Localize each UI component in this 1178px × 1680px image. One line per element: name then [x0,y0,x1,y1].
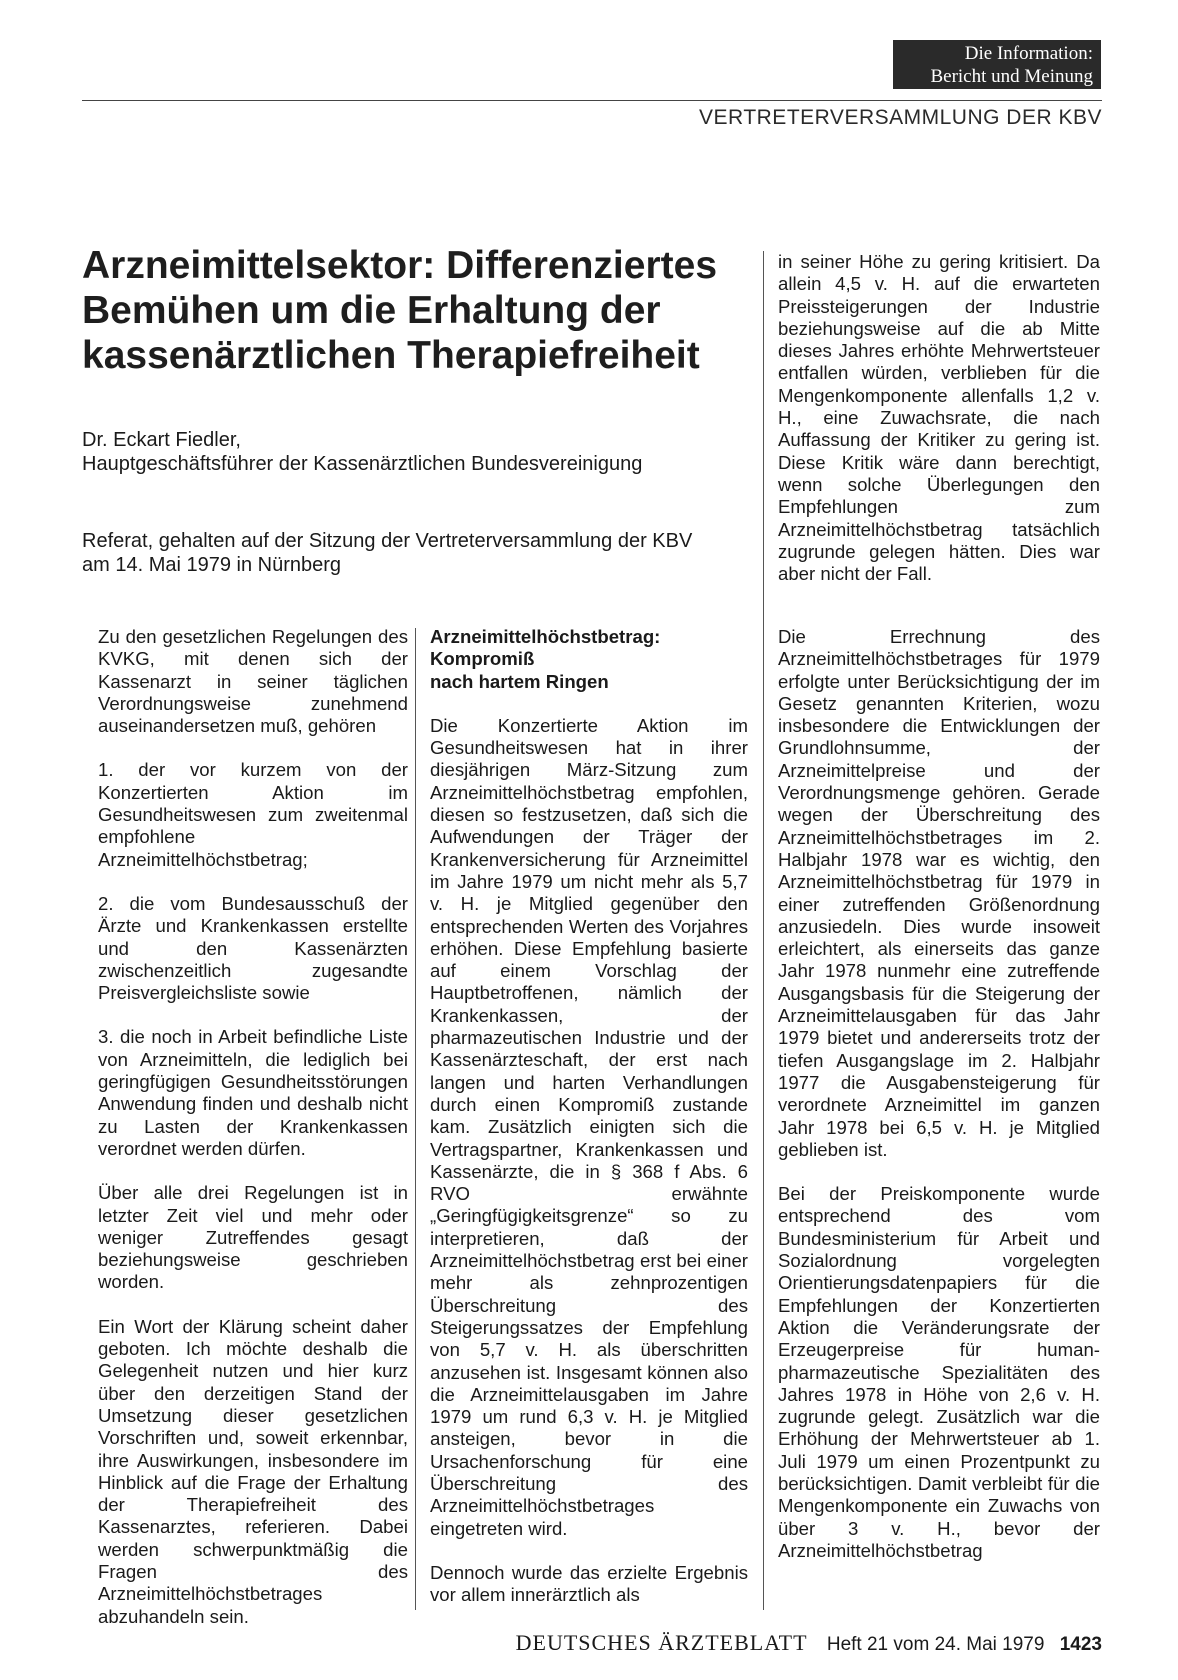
section-subheading [430,626,748,693]
issue-info: Heft 21 vom 24. Mai 1979 [826,1634,1045,1655]
page-number: 1423 [1059,1634,1102,1655]
column-2 [430,626,748,1628]
paragraph: Die Konzertierte Aktion im Gesundheitswesen hat in ihrer diesjährigen März-Sitzung zum Arzneimittelhöchstbetrag empfohlen, diesen so festzusetzen, daß sich die Aufwendungen der Träger der Krankenversicherung für Arzneimittel im Jahre 1979 um nicht mehr als 5,7 v. H. je Mitglied gegenüber den entsprechenden Werten des Vorjahres erhöhen. Diese Empfehlung basierte auf einem Vorschlag der Hauptbetroffenen, nämlich der Krankenkassen, der pharmazeutischen Industrie und der Kassenärzteschaft, der erst nach langen und harten Verhandlungen durch einen Kompromiß zustande kam. Zusätzlich einigten sich die Vertragspartner, Krankenkassen und Kassenärzte, die in § 368 f Abs. 6 RVO erwähnte „Geringfügigkeitsgrenze“ so zu interpretieren, daß der Arzneimittelhöchstbetrag erst bei einer mehr als zehnprozentigen Überschreitung des Steigerungssatzes der Empfehlung von 5,7 v. H. als überschritten anzusehen ist. Insgesamt können also die Arzneimittelausgaben im Jahre 1979 um rund 6,3 v. H. je Mitglied ansteigen, bevor in die Ursachenforschung für eine Überschreitung des Arzneimittelhöchstbetrages eingetreten wird. [430,714,748,1539]
paragraph: Ein Wort der Klärung scheint daher geboten. Ich möchte deshalb die Gelegenheit nutzen und hier kurz über den derzeitigen Stand der Umsetzung dieser gesetzlichen Vorschriften und, soweit erkennbar, ihre Auswirkungen, insbesondere im Hinblick auf die Frage der Erhaltung der Therapiefreiheit des Kassenarztes, referieren. Dabei werden schwerpunktmäßig die Fragen des Arzneimittelhöchstbetrages abzuhandeln sein. [98,1315,408,1627]
paragraph: Dennoch wurde das erzielte Ergebnis vor allem innerärztlich als [430,1561,748,1606]
rubric-label-line1: Die Information: [964,43,1093,64]
lecture-note [82,529,762,577]
lecture-note-line2: am 14. Mai 1979 in Nürnberg [82,554,342,576]
author-name: Dr. Eckart Fiedler, [82,429,241,451]
paragraph: in seiner Höhe zu gering kritisiert. Da allein 4,5 v. H. auf die erwarteten Preissteigerungen der Industrie beziehungsweise auf die ab Mitte dieses Jahres erhöhte Mehrwertsteuer entfallen würden, verblieben für die Mengenkomponente allenfalls 1,2 v. H., eine Zuwachsrate, die nach Auffassung der Kritiker zu gering ist. Diese Kritik wäre dann berechtigt, wenn solche Überlegungen den Empfehlungen zum Arzneimittelhöchstbetrag tatsächlich zugrunde gelegen hätten. Dies war aber nicht der Fall. [778,251,1100,585]
paragraph: 2. die vom Bundesausschuß der Ärzte und Krankenkassen erstellte und den Kassenärzten zwischenzeitlich zugesandte Preisvergleichsliste sowie [98,892,408,1004]
paragraph: 1. der vor kurzem von der Konzertierten Aktion im Gesundheitswesen zum zweitenmal empfohlene Arzneimittelhöchstbetrag; [98,759,408,870]
column-1 [98,626,408,1650]
column-3-bottom [778,626,1100,1584]
paragraph: 3. die noch in Arbeit befindliche Liste von Arzneimitteln, die lediglich bei geringfügigen Gesundheitsstörungen Anwendung finden und deshalb nicht zu Lasten der Krankenkassen verordnet werden dürfen. [98,1026,408,1159]
column-divider [763,251,764,1610]
paragraph: Die Errechnung des Arzneimittelhöchstbetrages für 1979 erfolgte unter Berücksichtigung der im Gesetz genannten Kriterien, wozu insbesondere die Entwicklungen der Grundlohnsumme, der Arzneimittelpreise und der Verordnungsmenge gehören. Gerade wegen der Überschreitung des Arzneimittelhöchstbetrages im 2. Halbjahr 1978 war es wichtig, den Arzneimittelhöchstbetrag für 1979 in einer zutreffenden Größenordnung anzusiedeln. Dies wurde insoweit erleichtert, als einerseits das ganze Jahr 1978 nunmehr eine zutreffende Ausgangsbasis für die Steigerung der Arzneimittelausgaben für das Jahr 1979 bietet und andererseits trotz der tiefen Ausgangslage im 2. Halbjahr 1977 die Ausgabensteigerung für verordnete Arzneimittel im ganzen Jahr 1978 bei 6,5 v. H. je Mitglied geblieben ist. [778,626,1100,1160]
section-label: VERTRETERVERSAMMLUNG DER KBV [699,106,1102,129]
column-divider [415,628,416,1610]
paragraph: Zu den gesetzlichen Regelungen des KVKG, mit denen sich der Kassenarzt in seiner täglichen Verordnungsweise zunehmend auseinandersetzen muß, gehören [98,626,408,737]
journal-name: DEUTSCHES ÄRZTEBLATT [515,1630,808,1655]
header-rule [82,100,1102,101]
paragraph: Über alle drei Regelungen ist in letzter Zeit viel und mehr oder weniger Zutreffendes gesagt beziehungsweise geschrieben worden. [98,1182,408,1293]
column-3-top [778,251,1100,607]
subheading-line1: Arzneimittelhöchstbetrag: [430,626,661,647]
article-title: Arzneimittelsektor: Differenziertes Bemühen um die Erhaltung der kassenärztlichen Therapiefreiheit [82,244,718,377]
subheading-line3: nach hartem Ringen [430,670,609,692]
paragraph: Bei der Preiskomponente wurde entsprechend des vom Bundesministerium für Arbeit und Sozialordnung vorgelegten Orientierungsdatenpapiers für die Empfehlungen der Konzertierten Aktion die Veränderungsrate der Erzeugerpreise für human-pharmazeutische Spezialitäten des Jahres 1978 in Höhe von 2,6 v. H. zugrunde gelegt. Zusätzlich war die Erhöhung der Mehrwertsteuer ab 1. Juli 1979 um einen Prozentpunkt zu berücksichtigen. Damit verbleibt für die Mengenkomponente ein Zuwachs von über 3 v. H., bevor der Arzneimittelhöchstbetrag [778,1183,1100,1561]
author-block [82,428,762,476]
subheading-line2: Kompromiß [430,648,535,670]
rubric-label-line2: Bericht und Meinung [930,66,1093,87]
lecture-note-line1: Referat, gehalten auf der Sitzung der Vertreterversammlung der KBV [82,530,693,552]
page-footer [516,1630,1102,1656]
rubric-label [893,40,1101,89]
author-role: Hauptgeschäftsführer der Kassenärztlichen Bundesvereinigung [82,453,643,475]
